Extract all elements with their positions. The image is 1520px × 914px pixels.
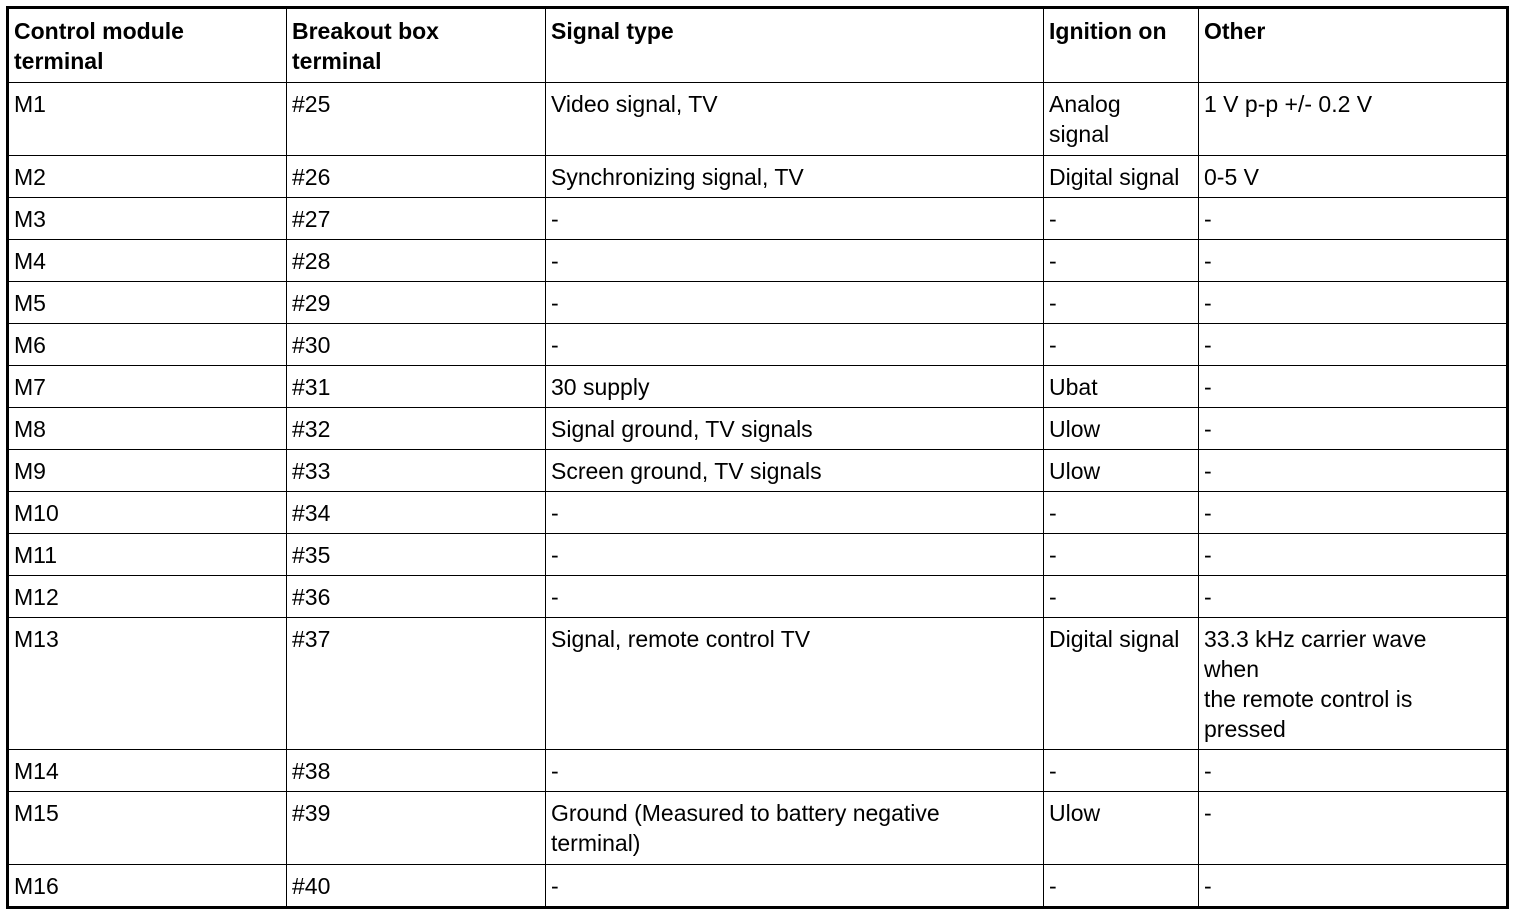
cell-text: Digital signal bbox=[1049, 164, 1180, 190]
cell-text: 30 supply bbox=[551, 374, 650, 400]
cell-text: Synchronizing signal, TV bbox=[551, 164, 804, 190]
cell-text: Signal ground, TV signals bbox=[551, 416, 813, 442]
cell-ignition-on bbox=[1044, 618, 1199, 750]
cell-text: - bbox=[551, 758, 559, 784]
cell-text: - bbox=[1204, 332, 1212, 358]
cell-text: #28 bbox=[292, 248, 331, 274]
cell-text: M15 bbox=[14, 800, 59, 826]
header-breakout-box-terminal: Breakout box terminal bbox=[287, 8, 546, 83]
cell-text: Video signal, TV bbox=[551, 91, 718, 117]
cell-signal-type bbox=[546, 534, 1044, 576]
cell-ignition-on bbox=[1044, 492, 1199, 534]
cell-breakout-box-terminal bbox=[287, 282, 546, 324]
cell-other bbox=[1199, 534, 1508, 576]
cell-text: #38 bbox=[292, 758, 331, 784]
cell-text: Signal, remote control TV bbox=[551, 626, 811, 652]
cell-ignition-on bbox=[1044, 576, 1199, 618]
cell-control-module-terminal bbox=[8, 156, 287, 198]
cell-text: Ground (Measured to battery negative terminal) bbox=[551, 800, 940, 856]
cell-signal-type bbox=[546, 324, 1044, 366]
cell-control-module-terminal bbox=[8, 240, 287, 282]
cell-text: - bbox=[1049, 758, 1057, 784]
cell-breakout-box-terminal bbox=[287, 534, 546, 576]
cell-text: #36 bbox=[292, 584, 331, 610]
table-row bbox=[8, 492, 1508, 534]
table-row bbox=[8, 450, 1508, 492]
table-row bbox=[8, 576, 1508, 618]
cell-other bbox=[1199, 408, 1508, 450]
table-row bbox=[8, 198, 1508, 240]
cell-text: - bbox=[551, 542, 559, 568]
cell-text: #34 bbox=[292, 500, 331, 526]
cell-signal-type bbox=[546, 865, 1044, 908]
cell-text: - bbox=[1204, 873, 1212, 899]
cell-ignition-on bbox=[1044, 324, 1199, 366]
cell-text: M14 bbox=[14, 758, 59, 784]
cell-text: M6 bbox=[14, 332, 46, 358]
cell-breakout-box-terminal bbox=[287, 324, 546, 366]
cell-control-module-terminal bbox=[8, 618, 287, 750]
cell-text: Ulow bbox=[1049, 800, 1101, 826]
cell-other bbox=[1199, 282, 1508, 324]
cell-control-module-terminal bbox=[8, 198, 287, 240]
cell-text: - bbox=[551, 290, 559, 316]
cell-text: 0-5 V bbox=[1204, 164, 1259, 190]
cell-text: - bbox=[1204, 206, 1212, 232]
cell-text: - bbox=[551, 332, 559, 358]
cell-text: M13 bbox=[14, 626, 59, 652]
cell-text: - bbox=[1204, 290, 1212, 316]
cell-breakout-box-terminal bbox=[287, 792, 546, 865]
cell-text: - bbox=[1204, 800, 1212, 826]
cell-control-module-terminal bbox=[8, 366, 287, 408]
cell-text: - bbox=[1049, 500, 1057, 526]
cell-text: M9 bbox=[14, 458, 46, 484]
cell-other bbox=[1199, 450, 1508, 492]
terminal-signal-table bbox=[6, 6, 1509, 909]
cell-text: M5 bbox=[14, 290, 46, 316]
cell-text: - bbox=[551, 500, 559, 526]
cell-text: Ubat bbox=[1049, 374, 1098, 400]
terminal-table-container bbox=[6, 6, 1509, 909]
cell-text: #29 bbox=[292, 290, 331, 316]
cell-signal-type bbox=[546, 282, 1044, 324]
cell-signal-type bbox=[546, 450, 1044, 492]
cell-signal-type bbox=[546, 156, 1044, 198]
cell-ignition-on bbox=[1044, 750, 1199, 792]
cell-control-module-terminal bbox=[8, 750, 287, 792]
cell-text: M4 bbox=[14, 248, 46, 274]
cell-signal-type bbox=[546, 492, 1044, 534]
cell-breakout-box-terminal bbox=[287, 750, 546, 792]
cell-other bbox=[1199, 618, 1508, 750]
cell-control-module-terminal bbox=[8, 408, 287, 450]
cell-text: Ulow bbox=[1049, 416, 1101, 442]
cell-text: M10 bbox=[14, 500, 59, 526]
cell-signal-type bbox=[546, 750, 1044, 792]
cell-breakout-box-terminal bbox=[287, 408, 546, 450]
cell-text: - bbox=[1049, 584, 1057, 610]
cell-breakout-box-terminal bbox=[287, 492, 546, 534]
cell-text: M1 bbox=[14, 91, 46, 117]
cell-text: #26 bbox=[292, 164, 331, 190]
cell-text: - bbox=[1049, 332, 1057, 358]
table-row bbox=[8, 792, 1508, 865]
cell-control-module-terminal bbox=[8, 450, 287, 492]
cell-text: - bbox=[551, 873, 559, 899]
table-row bbox=[8, 750, 1508, 792]
cell-signal-type bbox=[546, 792, 1044, 865]
table-row bbox=[8, 83, 1508, 156]
cell-control-module-terminal bbox=[8, 83, 287, 156]
table-row bbox=[8, 408, 1508, 450]
cell-control-module-terminal bbox=[8, 576, 287, 618]
cell-signal-type bbox=[546, 618, 1044, 750]
cell-control-module-terminal bbox=[8, 282, 287, 324]
cell-other bbox=[1199, 750, 1508, 792]
table-header-row bbox=[8, 8, 1508, 83]
cell-text: - bbox=[1204, 500, 1212, 526]
cell-text: Screen ground, TV signals bbox=[551, 458, 822, 484]
cell-text: #33 bbox=[292, 458, 331, 484]
cell-other bbox=[1199, 324, 1508, 366]
cell-text: - bbox=[1049, 248, 1057, 274]
cell-ignition-on bbox=[1044, 83, 1199, 156]
cell-text: - bbox=[1049, 542, 1057, 568]
cell-text: M3 bbox=[14, 206, 46, 232]
cell-text: Digital signal bbox=[1049, 626, 1180, 652]
cell-text: #31 bbox=[292, 374, 331, 400]
cell-breakout-box-terminal bbox=[287, 576, 546, 618]
cell-text: M8 bbox=[14, 416, 46, 442]
header-signal-type: Signal type bbox=[546, 8, 1044, 83]
cell-control-module-terminal bbox=[8, 792, 287, 865]
cell-text: - bbox=[1204, 584, 1212, 610]
cell-text: #35 bbox=[292, 542, 331, 568]
table-row bbox=[8, 366, 1508, 408]
cell-text: - bbox=[1204, 374, 1212, 400]
cell-text: M2 bbox=[14, 164, 46, 190]
cell-text: 1 V p-p +/- 0.2 V bbox=[1204, 91, 1373, 117]
header-control-module-terminal: Control module terminal bbox=[8, 8, 287, 83]
cell-text: - bbox=[1049, 206, 1057, 232]
cell-control-module-terminal bbox=[8, 324, 287, 366]
cell-text: #27 bbox=[292, 206, 331, 232]
cell-signal-type bbox=[546, 576, 1044, 618]
cell-text: #39 bbox=[292, 800, 331, 826]
cell-text: #25 bbox=[292, 91, 331, 117]
cell-breakout-box-terminal bbox=[287, 240, 546, 282]
cell-text: - bbox=[1049, 290, 1057, 316]
cell-ignition-on bbox=[1044, 865, 1199, 908]
cell-ignition-on bbox=[1044, 792, 1199, 865]
cell-signal-type bbox=[546, 366, 1044, 408]
cell-breakout-box-terminal bbox=[287, 450, 546, 492]
cell-ignition-on bbox=[1044, 240, 1199, 282]
table-row bbox=[8, 156, 1508, 198]
cell-other bbox=[1199, 156, 1508, 198]
cell-breakout-box-terminal bbox=[287, 156, 546, 198]
cell-text: M11 bbox=[14, 542, 58, 568]
cell-signal-type bbox=[546, 408, 1044, 450]
table-row bbox=[8, 865, 1508, 908]
cell-signal-type bbox=[546, 240, 1044, 282]
cell-ignition-on bbox=[1044, 282, 1199, 324]
cell-text: - bbox=[1204, 542, 1212, 568]
cell-text: 33.3 kHz carrier wave when the remote control is pressed bbox=[1204, 626, 1427, 742]
cell-ignition-on bbox=[1044, 450, 1199, 492]
table-row bbox=[8, 240, 1508, 282]
header-ignition-on: Ignition on bbox=[1044, 8, 1199, 83]
cell-breakout-box-terminal bbox=[287, 83, 546, 156]
cell-other bbox=[1199, 83, 1508, 156]
cell-text: M16 bbox=[14, 873, 59, 899]
cell-text: Ulow bbox=[1049, 458, 1101, 484]
cell-ignition-on bbox=[1044, 534, 1199, 576]
cell-other bbox=[1199, 792, 1508, 865]
cell-text: - bbox=[1204, 416, 1212, 442]
cell-text: - bbox=[551, 206, 559, 232]
cell-text: #37 bbox=[292, 626, 331, 652]
cell-other bbox=[1199, 240, 1508, 282]
cell-breakout-box-terminal bbox=[287, 865, 546, 908]
cell-signal-type bbox=[546, 198, 1044, 240]
cell-other bbox=[1199, 492, 1508, 534]
cell-text: - bbox=[1049, 873, 1057, 899]
cell-ignition-on bbox=[1044, 366, 1199, 408]
cell-text: M12 bbox=[14, 584, 59, 610]
table-row bbox=[8, 534, 1508, 576]
cell-text: M7 bbox=[14, 374, 46, 400]
cell-text: - bbox=[1204, 458, 1212, 484]
cell-control-module-terminal bbox=[8, 534, 287, 576]
cell-text: - bbox=[1204, 758, 1212, 784]
cell-other bbox=[1199, 865, 1508, 908]
header-other: Other bbox=[1199, 8, 1508, 83]
cell-breakout-box-terminal bbox=[287, 198, 546, 240]
cell-other bbox=[1199, 366, 1508, 408]
table-row bbox=[8, 618, 1508, 750]
cell-control-module-terminal bbox=[8, 865, 287, 908]
table-row bbox=[8, 282, 1508, 324]
cell-ignition-on bbox=[1044, 156, 1199, 198]
cell-breakout-box-terminal bbox=[287, 366, 546, 408]
cell-control-module-terminal bbox=[8, 492, 287, 534]
cell-ignition-on bbox=[1044, 198, 1199, 240]
cell-text: - bbox=[551, 584, 559, 610]
cell-text: - bbox=[551, 248, 559, 274]
cell-text: #30 bbox=[292, 332, 331, 358]
table-body bbox=[8, 83, 1508, 908]
cell-other bbox=[1199, 198, 1508, 240]
cell-other bbox=[1199, 576, 1508, 618]
table-row bbox=[8, 324, 1508, 366]
cell-text: Analog signal bbox=[1049, 91, 1121, 147]
cell-text: #32 bbox=[292, 416, 331, 442]
cell-signal-type bbox=[546, 83, 1044, 156]
cell-text: - bbox=[1204, 248, 1212, 274]
cell-ignition-on bbox=[1044, 408, 1199, 450]
cell-text: #40 bbox=[292, 873, 331, 899]
cell-breakout-box-terminal bbox=[287, 618, 546, 750]
